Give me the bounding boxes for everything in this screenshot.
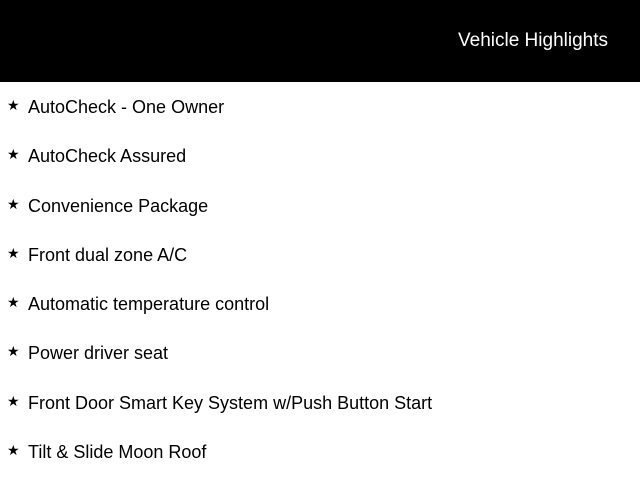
- star-icon: ★: [7, 443, 20, 460]
- list-item: [0, 341, 640, 390]
- list-item: [0, 95, 640, 144]
- list-item: [0, 292, 640, 341]
- highlights-list: [0, 95, 640, 489]
- highlight-label: Front Door Smart Key System w/Push Button Start: [28, 392, 433, 413]
- list-item: [0, 144, 640, 193]
- star-icon: ★: [7, 344, 20, 361]
- highlight-label: Automatic temperature control: [28, 294, 270, 315]
- list-item: [0, 194, 640, 243]
- star-icon: ★: [7, 393, 20, 410]
- page-title: Vehicle Highlights: [458, 30, 608, 51]
- star-icon: ★: [7, 295, 20, 312]
- header-bar: [0, 0, 640, 82]
- list-item: [0, 243, 640, 292]
- highlight-label: Power driver seat: [28, 343, 169, 364]
- star-icon: ★: [7, 196, 20, 213]
- star-icon: ★: [7, 147, 20, 164]
- list-item: [0, 440, 640, 489]
- highlight-label: Front dual zone A/C: [28, 244, 188, 265]
- list-item: [0, 391, 640, 440]
- highlight-label: AutoCheck Assured: [28, 146, 187, 167]
- highlight-label: AutoCheck - One Owner: [28, 97, 225, 117]
- star-icon: ★: [7, 98, 20, 114]
- highlight-label: Tilt & Slide Moon Roof: [28, 442, 207, 463]
- highlight-label: Convenience Package: [28, 195, 209, 216]
- star-icon: ★: [7, 245, 20, 262]
